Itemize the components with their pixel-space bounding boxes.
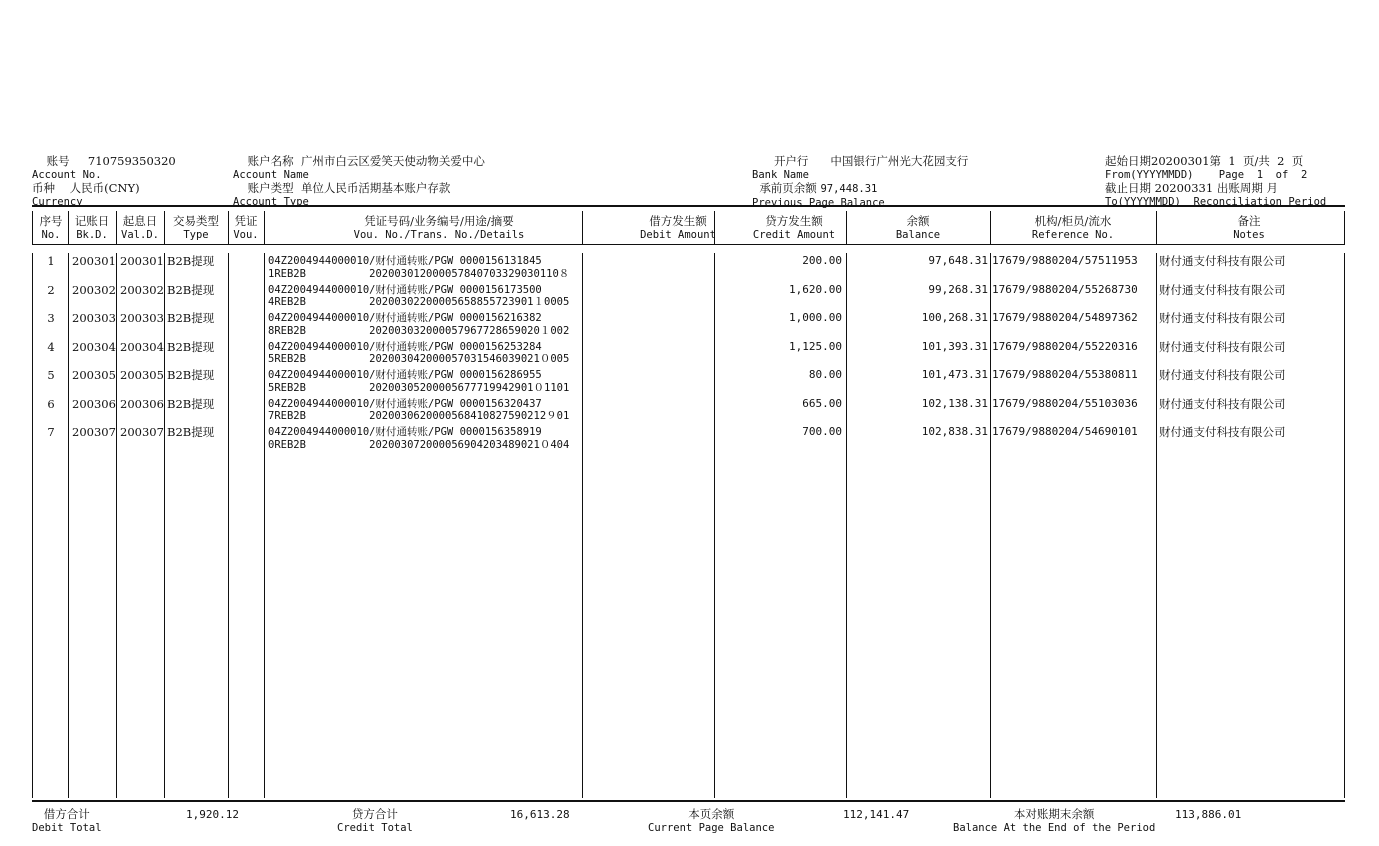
row-ref: 17679/9880204/55103036: [992, 396, 1138, 410]
row-type: B2B提现: [167, 396, 215, 411]
row-type: B2B提现: [167, 339, 215, 354]
row-seq: 2: [47, 282, 55, 297]
row-type: B2B提现: [167, 254, 215, 268]
row-details-line1: 04Z2004944000010/财付通转账/PGW 0000156286955: [268, 369, 542, 381]
account-name-value: 广州市白云区爱笑天使动物关爱中心: [300, 154, 485, 168]
row-balance: 100,268.31: [921, 311, 988, 324]
row-bk-date: 200306: [72, 396, 116, 411]
prev-balance-label: 承前页余额: [759, 181, 817, 195]
col-credit: 贷方发生额 Credit Amount: [752, 213, 836, 241]
statement-footer: [0, 808, 1379, 838]
row-balance: 99,268.31: [928, 282, 988, 296]
row-seq: 1: [47, 254, 55, 268]
row-credit: 200.00: [802, 254, 842, 267]
currency-label: 币种: [32, 181, 55, 195]
currency-en: Currency: [32, 196, 83, 208]
column-headers: [32, 211, 1345, 244]
row-credit: 700.00: [802, 425, 842, 438]
row-balance: 102,138.31: [921, 396, 988, 410]
row-val-date: 200307: [120, 425, 164, 439]
col-details: 凭证号码/业务编号/用途/摘要 Vou. No./Trans. No./Details: [353, 213, 525, 241]
start-date-line: 起始日期20200301第 1 页/共 2 页: [1105, 154, 1304, 168]
account-name-block: [233, 142, 485, 209]
row-seq: 3: [47, 311, 55, 325]
row-notes: 财付通支付科技有限公司: [1159, 339, 1286, 354]
row-type: B2B提现: [167, 368, 215, 382]
account-no-value: 710759350320: [87, 154, 176, 168]
statement-header: [0, 142, 1379, 209]
col-type: 交易类型 Type: [173, 213, 219, 241]
row-details-line2: 1REB2B 202003012000057840703329030110８: [268, 267, 570, 280]
table-row: [32, 396, 1345, 424]
row-details-line1: 04Z2004944000010/财付通转账/PGW 0000156358919: [268, 426, 542, 438]
row-bk-date: 200304: [72, 339, 116, 354]
account-type-label: 账户类型: [247, 181, 294, 195]
row-details: [268, 398, 580, 423]
row-notes: 财付通支付科技有限公司: [1159, 368, 1286, 382]
table-row: [32, 339, 1345, 367]
col-notes: 备注 Notes: [1233, 213, 1265, 241]
account-no-label: 账号: [46, 154, 70, 168]
row-val-date: 200304: [120, 339, 164, 354]
col-seq: 序号 No.: [39, 213, 63, 241]
row-seq: 5: [47, 368, 55, 382]
table-row: [32, 310, 1345, 338]
account-type-value: 单位人民币活期基本账户存款: [300, 181, 451, 195]
account-name-label: 账户名称: [247, 154, 294, 168]
debit-total-label-block: 借方合计 Debit Total: [32, 807, 102, 834]
row-details-line1: 04Z2004944000010/财付通转账/PGW 0000156173500: [268, 283, 542, 296]
row-balance: 101,393.31: [921, 339, 988, 353]
row-seq: 6: [47, 396, 55, 411]
row-val-date: 200301: [120, 254, 164, 268]
col-val-date: 起息日 Val.D.: [121, 213, 159, 241]
period-block: [1105, 142, 1326, 209]
bank-block: [752, 142, 968, 210]
account-type-en: Account Type: [233, 196, 309, 208]
row-details-line1: 04Z2004944000010/财付通转账/PGW 0000156216382: [268, 312, 542, 324]
row-credit: 665.00: [802, 396, 842, 410]
bank-en: Bank Name: [752, 169, 809, 181]
row-seq: 7: [47, 425, 55, 439]
row-details: [268, 341, 580, 366]
row-bk-date: 200301: [72, 254, 116, 268]
col-bk-date: 记账日 Bk.D.: [74, 213, 110, 241]
row-credit: 1,620.00: [789, 282, 842, 296]
row-ref: 17679/9880204/54690101: [992, 425, 1138, 438]
row-balance: 102,838.31: [921, 425, 988, 438]
row-ref: 17679/9880204/55220316: [992, 339, 1138, 353]
row-details-line2: 4REB2B 20200302200005658855723901１0005: [268, 296, 570, 308]
row-ref: 17679/9880204/54897362: [992, 311, 1138, 324]
row-credit: 80.00: [808, 368, 842, 381]
row-ref: 17679/9880204/55380811: [992, 368, 1138, 381]
row-notes: 财付通支付科技有限公司: [1159, 254, 1286, 268]
table-row: [32, 253, 1345, 281]
footer-rule: [32, 800, 1345, 802]
row-type: B2B提现: [167, 311, 215, 325]
header-rule: [32, 205, 1345, 207]
table-row: [32, 424, 1345, 452]
row-details-line1: 04Z2004944000010/财付通转账/PGW 0000156320437: [268, 397, 542, 410]
row-details: [268, 284, 580, 309]
row-details-line2: 7REB2B 2020030620000568410827590212９01: [268, 410, 570, 422]
row-details: [268, 312, 580, 337]
bank-label: 开户行: [773, 154, 809, 168]
row-notes: 财付通支付科技有限公司: [1159, 396, 1286, 411]
page-balance-value: 112,141.47: [843, 808, 910, 821]
col-ref: 机构/柜员/流水 Reference No.: [1031, 213, 1115, 241]
row-bk-date: 200305: [72, 368, 116, 382]
currency-value: 人民币(CNY): [69, 181, 140, 195]
row-val-date: 200302: [120, 282, 164, 297]
end-date-line: 截止日期 20200331 出账周期 月: [1105, 181, 1278, 195]
row-balance: 97,648.31: [928, 254, 988, 267]
row-notes: 财付通支付科技有限公司: [1159, 282, 1286, 297]
col-balance: 余额 Balance: [895, 213, 941, 241]
row-details-line2: 5REB2B 20200305200005677719942901０1101: [268, 381, 570, 394]
table-row: [32, 367, 1345, 395]
page-balance-label-block: 本页余额 Current Page Balance: [648, 807, 775, 834]
row-details-line2: 0REB2B 202003072000056904203489021０404: [268, 438, 570, 451]
to-line: To(YYYYMMDD) Reconciliation Period: [1105, 196, 1327, 208]
period-end-value: 113,886.01: [1175, 808, 1242, 821]
from-line: From(YYYYMMDD) Page 1 of 2: [1105, 169, 1308, 181]
table-row: [32, 282, 1345, 310]
debit-total-value: 1,920.12: [186, 808, 239, 821]
credit-total-label-block: 贷方合计 Credit Total: [337, 807, 413, 834]
row-details: [268, 255, 580, 280]
prev-balance-value: 97,448.31: [820, 183, 878, 195]
row-type: B2B提现: [167, 282, 215, 297]
row-bk-date: 200302: [72, 282, 116, 297]
period-end-label-block: 本对账期末余额 Balance At the End of the Period: [953, 807, 1156, 834]
col-debit: 借方发生额 Debit Amount: [640, 213, 716, 241]
row-type: B2B提现: [167, 425, 215, 439]
row-details: [268, 369, 580, 394]
row-val-date: 200303: [120, 311, 164, 325]
row-credit: 1,125.00: [789, 339, 842, 353]
bank-value: 中国银行广州光大花园支行: [830, 154, 969, 168]
row-credit: 1,000.00: [789, 311, 842, 324]
credit-total-value: 16,613.28: [510, 808, 570, 821]
row-bk-date: 200303: [72, 311, 116, 325]
row-ref: 17679/9880204/55268730: [992, 282, 1138, 296]
row-balance: 101,473.31: [921, 368, 988, 381]
prev-balance-en: Previous Page Balance: [752, 197, 885, 209]
row-details-line1: 04Z2004944000010/财付通转账/PGW 0000156131845: [268, 255, 542, 267]
row-bk-date: 200307: [72, 425, 116, 439]
row-val-date: 200305: [120, 368, 164, 382]
row-val-date: 200306: [120, 396, 164, 411]
row-details-line1: 04Z2004944000010/财付通转账/PGW 0000156253284: [268, 340, 542, 353]
col-vou: 凭证 Vou.: [233, 213, 259, 241]
row-ref: 17679/9880204/57511953: [992, 254, 1138, 267]
column-rule: [32, 244, 1345, 245]
row-notes: 财付通支付科技有限公司: [1159, 311, 1286, 325]
row-details-line2: 8REB2B 202003032000057967728659020１002: [268, 324, 570, 337]
account-name-en: Account Name: [233, 169, 309, 181]
row-notes: 财付通支付科技有限公司: [1159, 425, 1286, 439]
row-details: [268, 426, 580, 451]
account-no-block: [32, 142, 176, 209]
row-seq: 4: [47, 339, 55, 354]
row-details-line2: 5REB2B 202003042000057031546039021０005: [268, 353, 570, 365]
account-no-en: Account No.: [32, 169, 102, 181]
